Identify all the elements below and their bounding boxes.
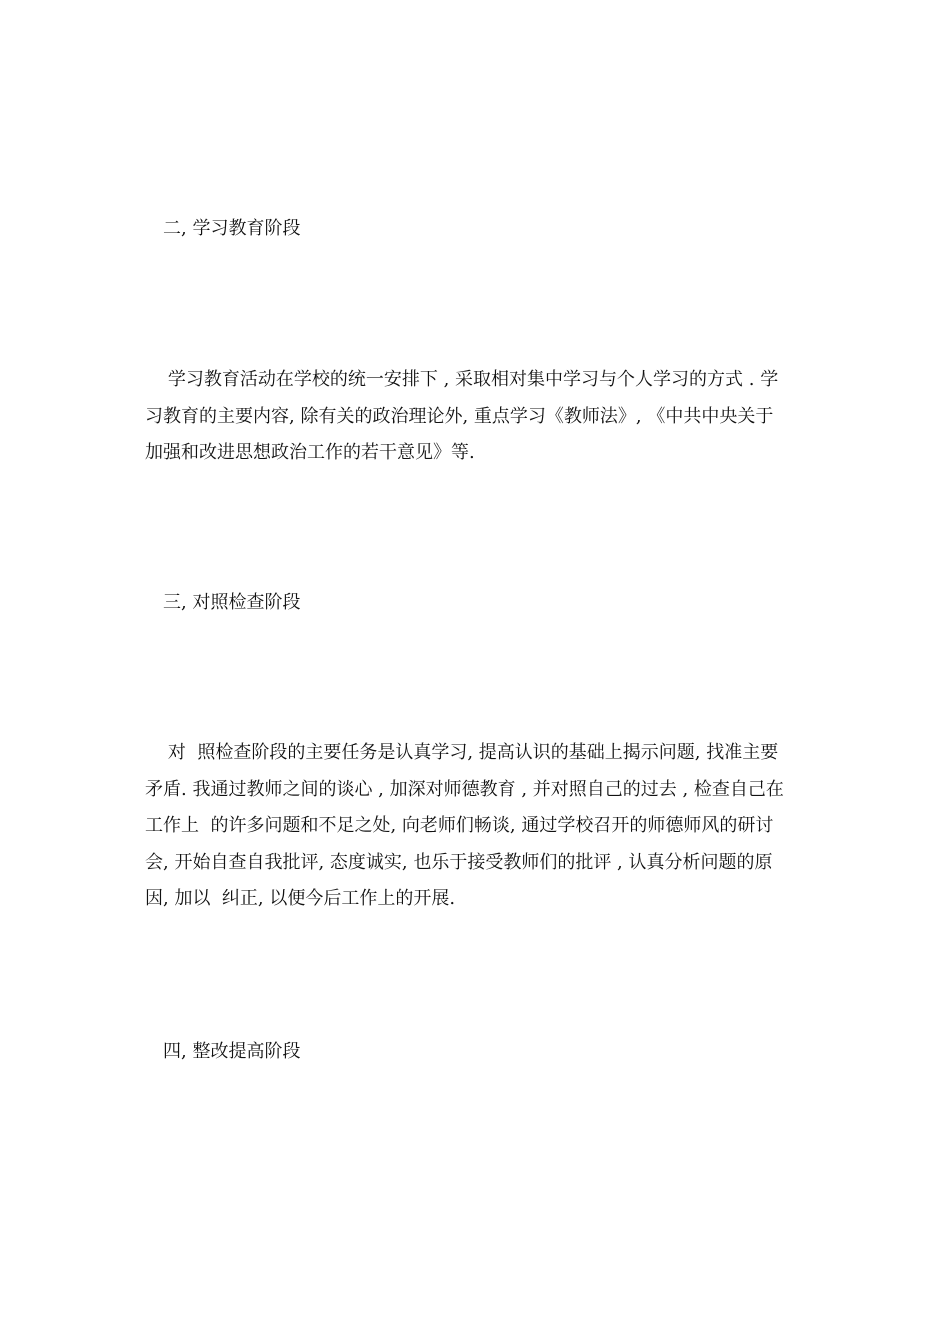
paragraph-line: 学习教育活动在学校的统一安排下 , 采取相对集中学习与个人学习的方式 . 学 bbox=[145, 369, 779, 390]
paragraph-check bbox=[145, 735, 810, 918]
paragraph-line: 对 照检查阶段的主要任务是认真学习, 提高认识的基础上揭示问题, 找准主要 bbox=[145, 742, 779, 763]
paragraph-line: 工作上 的许多问题和不足之处, 向老师们畅谈, 通过学校召开的师德师风的研讨 bbox=[145, 815, 774, 836]
paragraph-line: 加强和改进思想政治工作的若干意见》等. bbox=[145, 442, 475, 463]
section-heading-rectify: 四, 整改提高阶段 bbox=[163, 1041, 301, 1062]
paragraph-line: 因, 加以 纠正, 以便今后工作上的开展. bbox=[145, 888, 456, 909]
paragraph-line: 习教育的主要内容, 除有关的政治理论外, 重点学习《教师法》, 《中共中央关于 bbox=[145, 405, 774, 427]
paragraph-line: 矛盾. 我通过教师之间的谈心 , 加深对师德教育 , 并对照自己的过去 , 检查自己在 bbox=[145, 778, 784, 800]
section-heading-check: 三, 对照检查阶段 bbox=[163, 592, 301, 613]
paragraph-study bbox=[145, 362, 810, 472]
section-heading-study: 二, 学习教育阶段 bbox=[163, 218, 301, 239]
paragraph-line: 会, 开始自查自我批评, 态度诚实, 也乐于接受教师们的批评 , 认真分析问题的原 bbox=[145, 851, 773, 873]
